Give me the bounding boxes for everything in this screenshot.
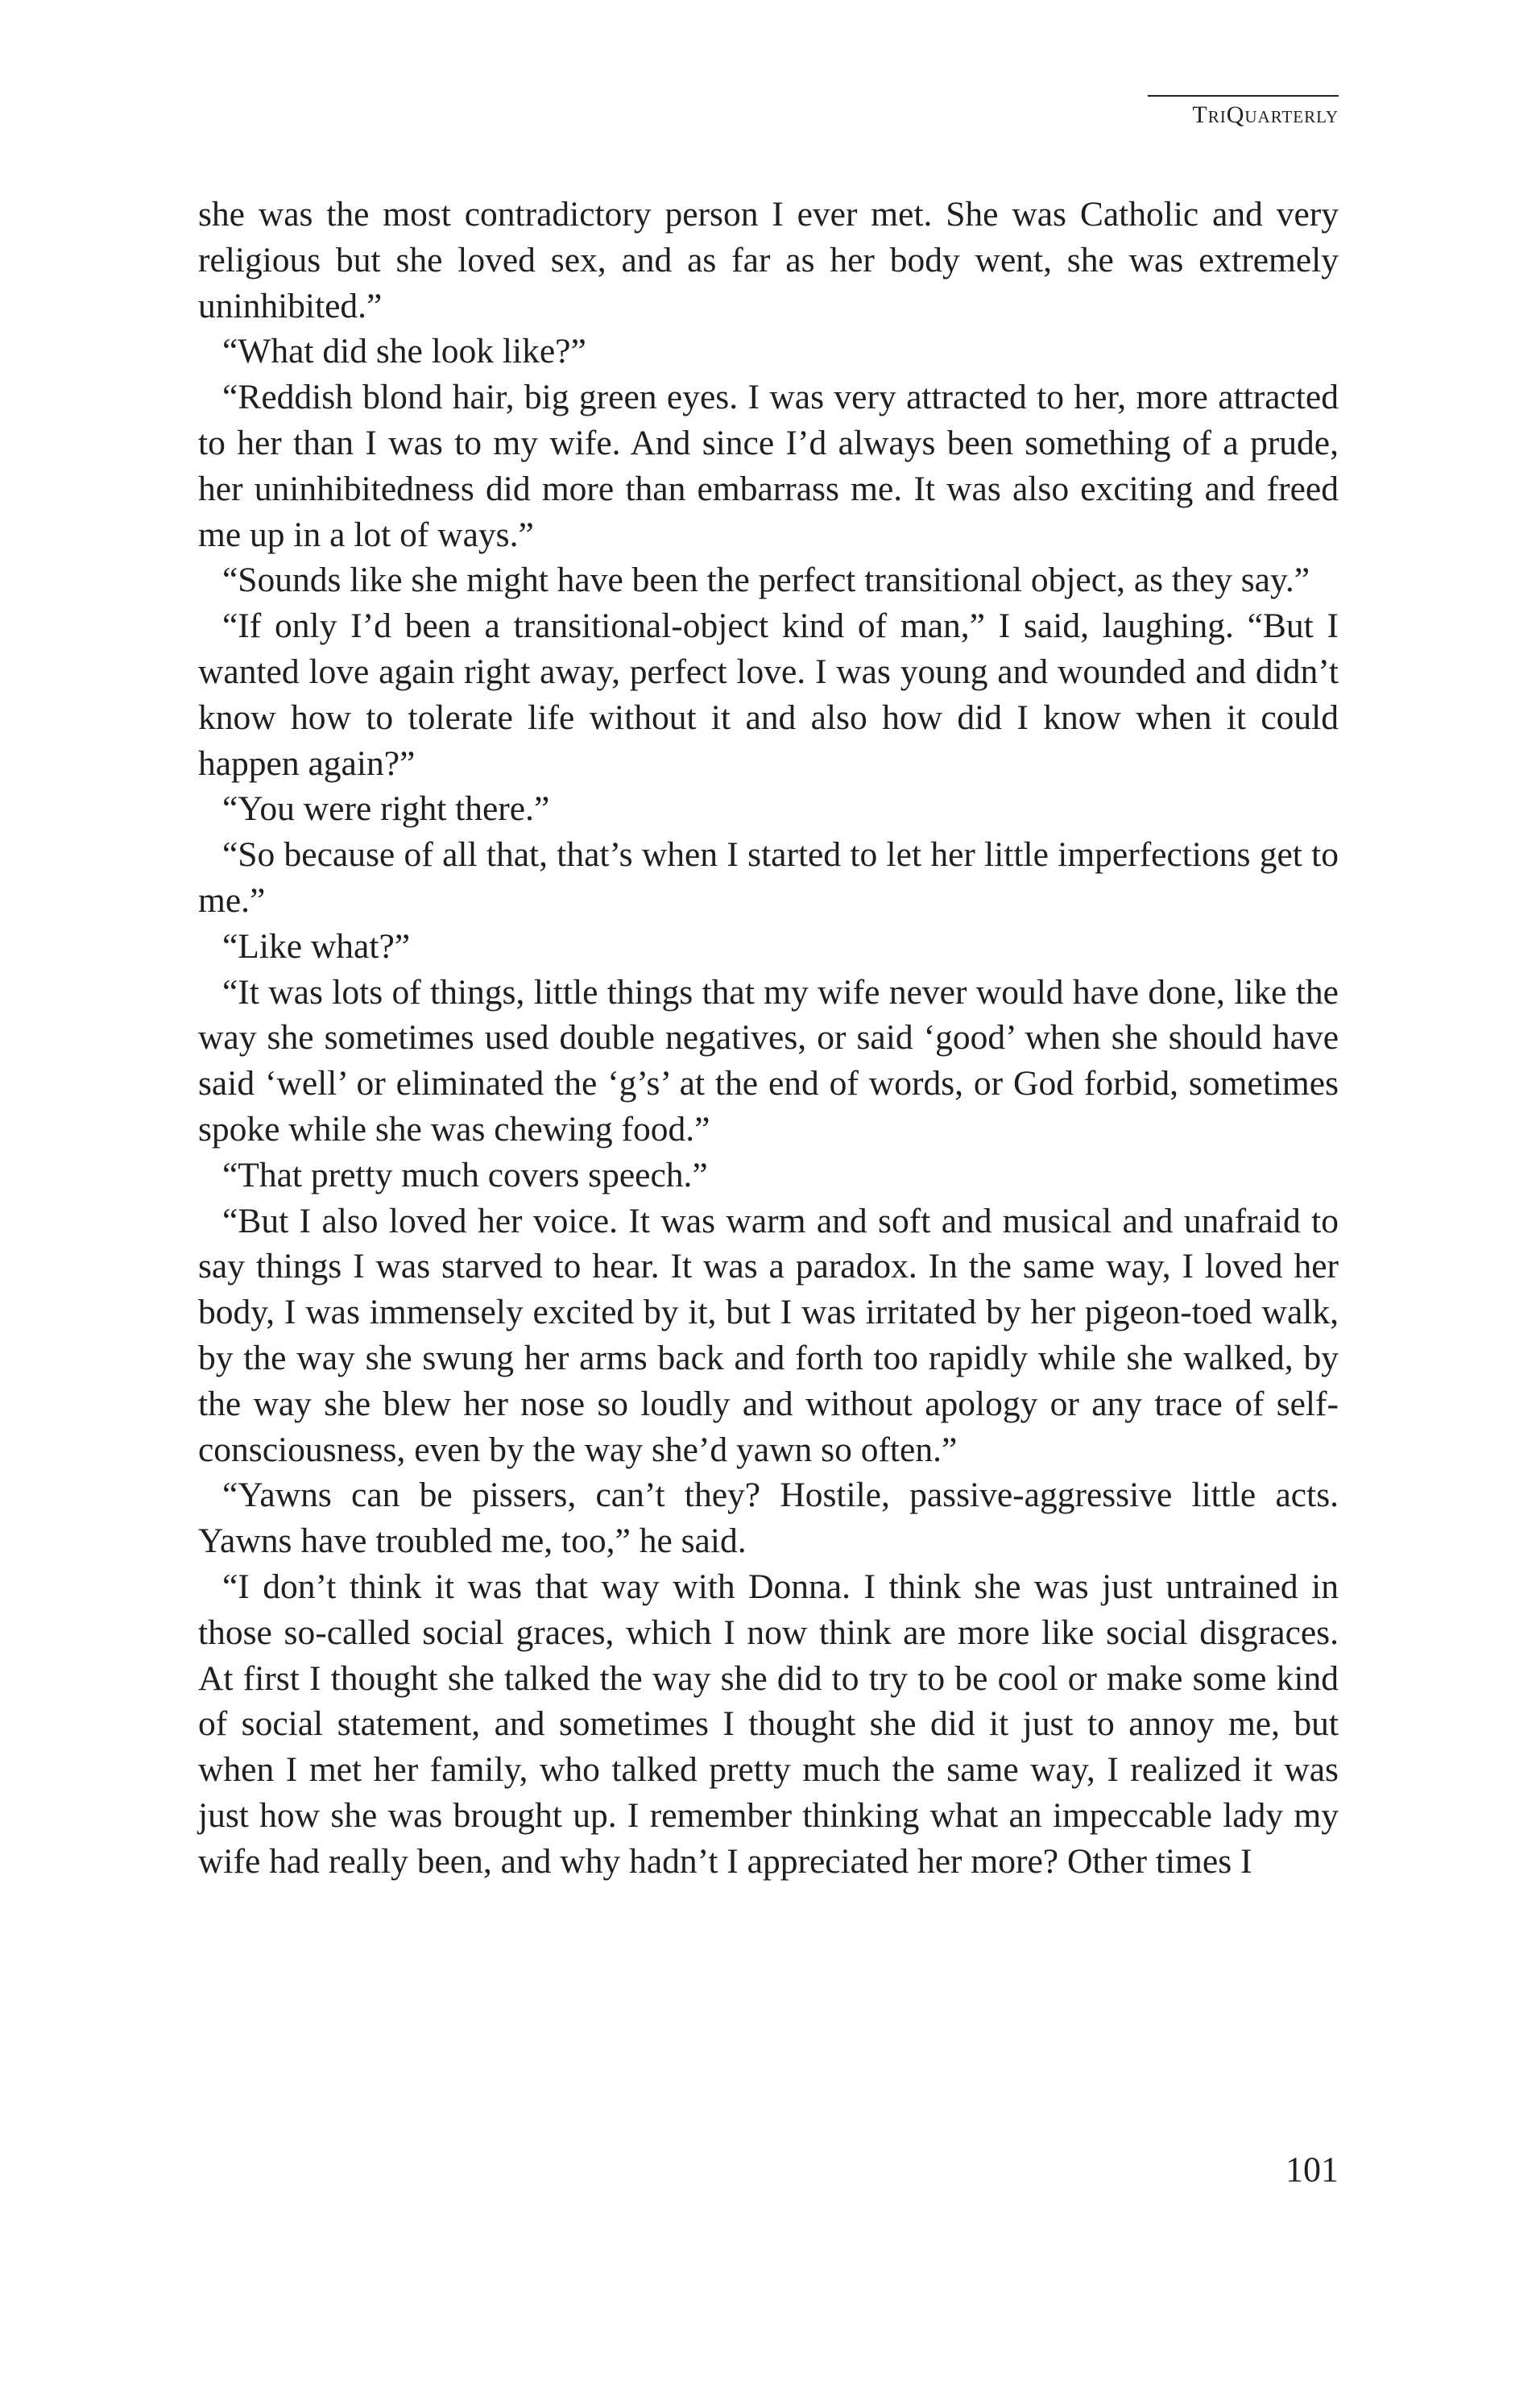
paragraph: “What did she look like?” — [222, 332, 586, 371]
paragraph: “I don’t think it was that way with Donna. I think she was just untrained in those so-called social graces, which I now think are more like social disgraces. At first I thought she talked the way she did to try to be cool or make some kind of social statement, and sometimes I thought she did it just to annoy me, but when I met her family, who talked pretty much the same way, I realized it was just how she was brought up. I remember thinking what an impeccable lady my wife had really been, and why hadn’t I appreciated her more? Other times I — [198, 1567, 1339, 1881]
paragraph: “But I also loved her voice. It was warm and soft and musical and unafraid to say things I was starved to hear. It was a paradox. In the same way, I loved her body, I was immensely excited by it, but I was irritated by her pigeon-toed walk, by the way she swung her arms back and forth too rapidly while she walked, by the way she blew her nose so loudly and without apology or any trace of self-consciousness, even by the way she’d yawn so often.” — [198, 1201, 1339, 1469]
paragraph: “If only I’d been a transitional-object kind of man,” I said, laughing. “But I wanted love again right away, perfect love. I was young and wounded and didn’t know how to tolerate life without it and also how did I know when it could happen again?” — [198, 607, 1339, 783]
body-text — [198, 192, 1339, 1884]
paragraph: “Yawns can be pissers, can’t they? Hostile, passive-aggressive little acts. Yawns have troubled me, too,” he said. — [198, 1476, 1339, 1561]
paragraph: she was the most contradictory person I ever met. She was Catholic and very religious but she loved sex, and as far as her body went, she was extremely uninhibited.” — [198, 195, 1339, 325]
page-number: 101 — [1285, 2150, 1339, 2189]
paragraph: “It was lots of things, little things that my wife never would have done, like the way she sometimes used double negatives, or said ‘good’ when she should have said ‘well’ or eliminated the ‘g’s’ at the end of words, or God forbid, sometimes spoke while she was chewing food.” — [198, 972, 1339, 1149]
paragraph: “That pretty much covers speech.” — [222, 1155, 708, 1194]
paragraph: “You were right there.” — [222, 789, 550, 829]
paragraph: “So because of all that, that’s when I started to let her little imperfections get to me.” — [198, 835, 1339, 920]
paragraph: “Sounds like she might have been the perfect transitional object, as they say.” — [222, 561, 1310, 600]
paragraph: “Like what?” — [222, 926, 411, 966]
paragraph: “Reddish blond hair, big green eyes. I was very attracted to her, more attracted to her than I was to my wife. And since I’d always been something of a prude, her uninhibitedness did more than embarrass me. It was also exciting and freed me up in a lot of ways.” — [198, 378, 1339, 554]
running-header: TriQuarterly — [1192, 101, 1339, 128]
header-rule — [1148, 95, 1339, 97]
